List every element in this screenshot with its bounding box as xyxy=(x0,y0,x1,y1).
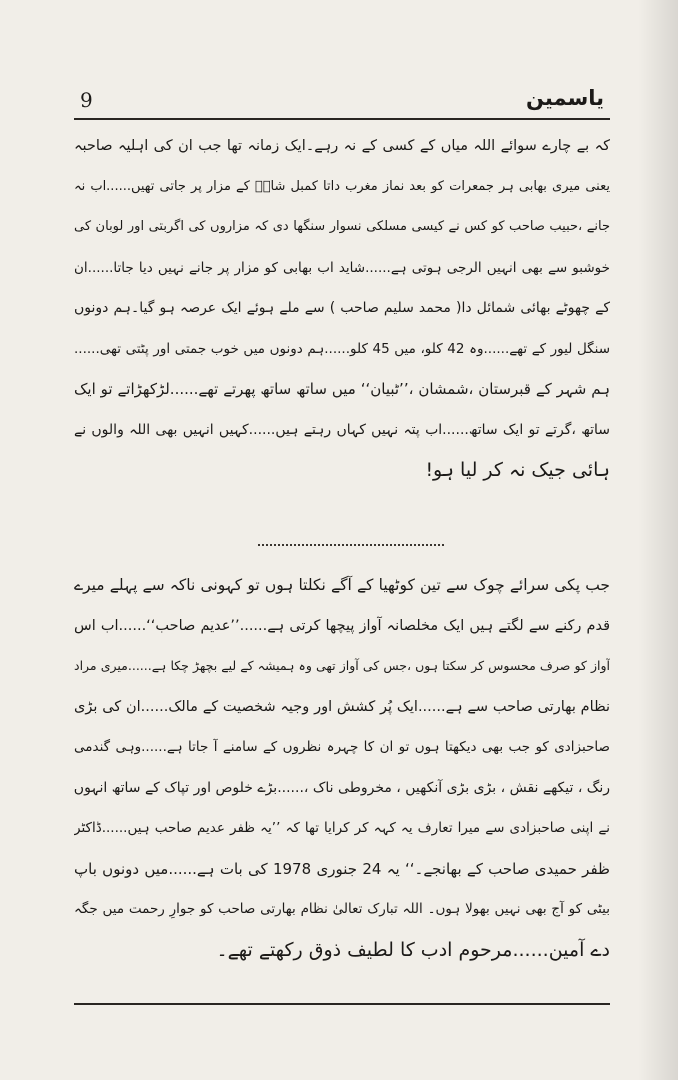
page-header xyxy=(76,86,608,120)
text-line: یعنی میری بھابی ہر جمعرات کو بعد نماز مغرب داتا کمبل شاہؒ کے مزار پر جاتی تھیں......اب نہ xyxy=(74,178,610,194)
running-title: یاسمین xyxy=(526,86,604,110)
text-line: قدم رکنے سے لگتے ہیں ایک مخلصانہ آواز پیچھا کرتی ہے......’’عدیم صاحب‘‘......اب اس xyxy=(74,617,610,634)
text-line: خوشبو سے بھی انہیں الرجی ہوتی ہے......شاید اب بھابی کو مزار پر جانے نہیں دیا جاتا......ان xyxy=(74,259,610,276)
text-line: جانے ،حبیب صاحب کو کس نے کیسی مسلکی نسوار سنگھا دی کہ مزاروں کی اگربتی اور لوبان کی xyxy=(74,219,610,234)
page-number: 9 xyxy=(80,88,93,112)
text-line: آواز کو صرف محسوس کر سکتا ہوں ،جس کی آواز تھی وہ ہمیشہ کے لیے بچھڑ چکا ہے......میری مراد xyxy=(74,658,610,673)
text-line: رنگ ، تیکھے نقش ، بڑی بڑی آنکھیں ، مخروطی ناک ،......بڑے خلوص اور تپاک کے ساتھ انہوں xyxy=(74,779,610,796)
text-line: ظفر حمیدی صاحب کے بھانجے۔‘‘ یہ 24 جنوری 1978 کی بات ہے......میں دونوں باپ xyxy=(74,859,610,878)
text-line: ساتھ ،گرتے تو ایک ساتھ......اب پتہ نہیں کہاں رہتے ہیں......کہیں انہیں بھی اللہ والوں نے xyxy=(74,421,610,438)
text-line: ہائی جیک نہ کر لیا ہو! xyxy=(425,459,610,481)
text-line: جب پکی سرائے چوک سے تین کوٹھیا کے آگے نکلتا ہوں تو کہونی ناکہ سے پہلے میرے xyxy=(74,576,610,594)
text-line: کہ بے چارے سوائے اللہ میاں کے کسی کے نہ رہے۔ایک زمانہ تھا جب ان کی اہلیہ صاحبہ xyxy=(74,138,610,154)
paragraph-2 xyxy=(74,565,610,970)
text-line: کے چھوٹے بھائی شمائل دا( محمد سلیم صاحب ) سے ملے ہوئے ایک عرصہ ہو گیا۔ہم دونوں xyxy=(74,300,610,316)
footer-rule xyxy=(74,1003,610,1005)
paragraph-1 xyxy=(74,126,610,491)
text-line: صاحبزادی کو جب بھی دیکھتا ہوں تو ان کا چہرہ نظروں کے سامنے آ جاتا ہے......وہی گندمی xyxy=(74,739,610,755)
text-line: نے اپنی صاحبزادی سے میرا تعارف یہ کہہ کر کرایا تھا کہ ’’یہ ظفر عدیم صاحب ہیں......ڈاکٹر xyxy=(74,820,610,836)
page-edge-shadow xyxy=(638,0,678,1080)
text-line: دے آمین......مرحوم ادب کا لطیف ذوق رکھتے تھے۔ xyxy=(216,938,610,961)
text-line: سنگل لیور کے تھے......وہ 42 کلو، میں 45 کلو......ہم دونوں میں خوب جمتی اور پٹتی تھی...... xyxy=(74,340,610,357)
header-rule xyxy=(74,118,610,120)
section-separator xyxy=(258,544,444,546)
text-line: نظام بھارتی صاحب سے ہے......ایک پُر کشش اور وجیہ شخصیت کے مالک......ان کی بڑی xyxy=(74,698,610,715)
text-line: ہم شہر کے قبرستان ،شمشان ،’’ٹبیان‘‘ میں ساتھ ساتھ پھرتے تھے......لڑکھڑاتے تو ایک xyxy=(74,380,610,398)
text-line: بیٹی کو آج بھی نہیں بھولا ہوں۔ اللہ تبارک تعالیٰ نظام بھارتی صاحب کو جوارِ رحمت میں جگہ xyxy=(74,901,610,917)
